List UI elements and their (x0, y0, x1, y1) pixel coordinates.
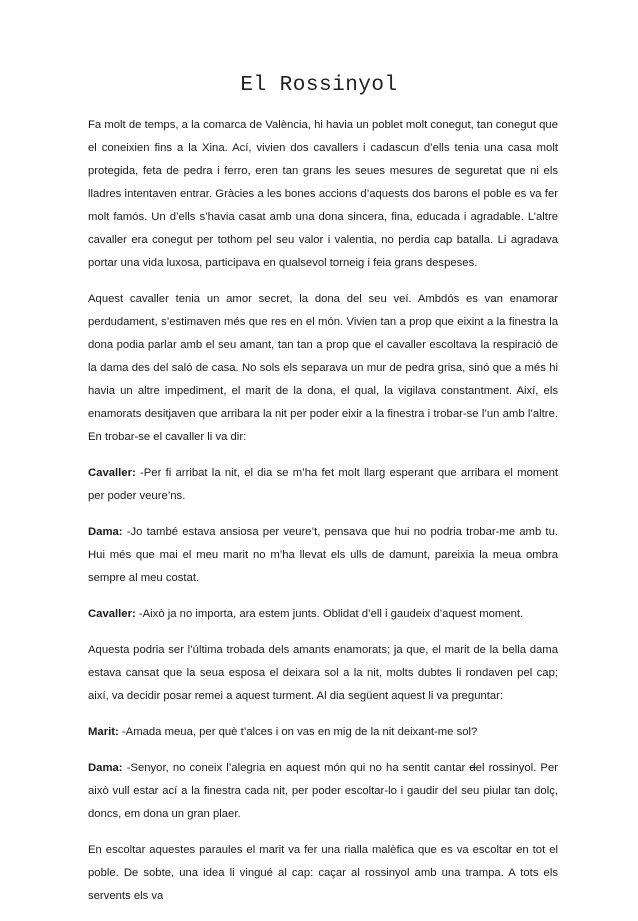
speaker-label: Cavaller: (88, 467, 136, 479)
dialogue-dama-1 (88, 521, 558, 590)
document-title: El Rossinyol (240, 74, 398, 97)
dialogue-marit-1 (88, 721, 558, 744)
speaker-label: Cavaller: (88, 608, 136, 620)
struck-letter: d (469, 762, 476, 774)
speaker-label: Dama: (88, 762, 123, 774)
dialogue-text: -Jo també estava ansiosa per veure’t, pensava que hui no podria trobar-me amb tu. Hui més que mai el meu marit no m’ha llevat els ulls de damunt, pareixia la meua ombra sempre al meu costat. (88, 526, 558, 584)
dialogue-cavaller-1 (88, 462, 558, 508)
dialogue-text: -Això ja no importa, ara estem junts. Oblidat d’ell i gaudeix d’aquest moment. (135, 608, 524, 620)
paragraph-2: Aquest cavaller tenia un amor secret, la dona del seu veí. Ambdós es van enamorar perdudament, s’estimaven més que res en el món. Vivien tan a prop que eixint a la finestra la dona podia parlar amb el seu amant, tan tan a prop que el cavaller escoltava la respiració de la dama des del saló de casa. No sols els separava un mur de pedra grisa, sinó que a més hi havia un altre impediment, el marit de la dona, el qual, la vigilava constantment. Així, els enamorats desitjaven que arribara la nit per poder eixir a la finestra i trobar-se l’un amb l’altre. En trobar-se el cavaller li va dir: (88, 293, 558, 443)
paragraph-3: Aquesta podria ser l’última trobada dels amants enamorats; ja que, el marit de la bella dama estava cansat que la seua esposa el deixara sol a la nit, molts dubtes li rondaven pel cap; així, va decidir posar remei a aquest turment. Al dia següent aquest li va preguntar: (88, 644, 558, 702)
dialogue-dama-2 (88, 757, 558, 826)
dialogue-text: -Per fi arribat la nit, el dia se m’ha fet molt llarg esperant que arribara el moment per poder veure’ns. (88, 467, 558, 502)
paragraph-4: En escoltar aquestes paraules el marit va fer una rialla malèfica que es va escoltar en tot el poble. De sobte, una idea li vingué al cap: caçar al rossinyol amb una trampa. A tots els servents els va (88, 844, 558, 902)
dialogue-cavaller-2 (88, 603, 558, 626)
speaker-label: Dama: (88, 526, 123, 538)
dialogue-text: -Amada meua, per què t’alces i on vas en mig de la nit deixant-me sol? (118, 726, 478, 738)
speaker-label: Marit: (88, 726, 119, 738)
dialogue-text-continued: el rossinyol. Per això vull estar ací a la finestra cada nit, per poder escoltar-lo i gaudir del seu piular tan dolç, doncs, em dona un gran plaer. (88, 762, 558, 820)
dialogue-text: -Senyor, no coneix l’alegria en aquest món qui no ha sentit cantar (122, 762, 470, 774)
document-body (88, 114, 558, 921)
paragraph-1: Fa molt de temps, a la comarca de València, hi havia un poblet molt conegut, tan conegut que el coneixien fins a la Xina. Ací, vivien dos cavallers i cadascun d’ells tenia una casa molt protegida, feta de pedra i ferro, eren tan grans les seues mesures de seguretat que ni els lladres intentaven entrar. Gràcies a les bones accions d’aquests dos barons el poble es va fer molt famós. Un d’ells s’havia casat amb una dona sincera, fina, educada i agradable. L’altre cavaller era conegut per tothom pel seu valor i valentia, no perdia cap batalla. Li agradava portar una vida luxosa, participava en qualsevol torneig i feia grans despeses. (88, 119, 558, 269)
